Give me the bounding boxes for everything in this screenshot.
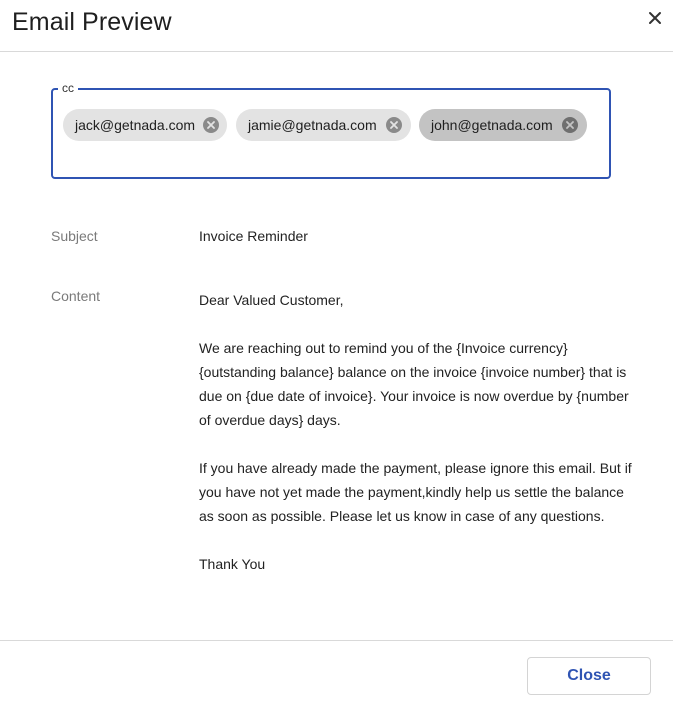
content-paragraph: If you have already made the payment, please ignore this email. But if you have not yet made the payment,kindly help us settle the balance as soon as possible. Please let us know in case of any questions. [199, 460, 632, 524]
subject-value: Invoice Reminder [199, 228, 308, 244]
recipient-email: jack@getnada.com [75, 117, 196, 133]
recipient-chip-jamie[interactable] [236, 109, 411, 141]
close-button[interactable]: Close [527, 657, 651, 695]
recipient-email: jamie@getnada.com [248, 117, 377, 133]
cc-label: cc [58, 81, 78, 95]
content-label: Content [51, 288, 101, 304]
content-paragraph: We are reaching out to remind you of the {Invoice currency} {outstanding balance} balance on the invoice {invoice number} that is due on {due date of invoice}. Your invoice is now overdue by {number of overdue days} days. [199, 340, 629, 428]
remove-circle-icon[interactable] [386, 117, 402, 133]
dialog-header [0, 0, 673, 52]
recipient-chip-john[interactable] [419, 109, 587, 141]
dialog-title: Email Preview [12, 8, 172, 36]
subject-label: Subject [51, 228, 98, 244]
remove-circle-icon[interactable] [203, 117, 219, 133]
remove-circle-icon[interactable] [562, 117, 578, 133]
email-content [199, 288, 639, 600]
content-paragraph: Thank You [199, 556, 266, 572]
content-paragraph: Dear Valued Customer, [199, 292, 344, 308]
recipient-chip-jack[interactable] [63, 109, 227, 141]
close-icon[interactable] [645, 8, 665, 28]
recipient-email: john@getnada.com [431, 117, 553, 133]
